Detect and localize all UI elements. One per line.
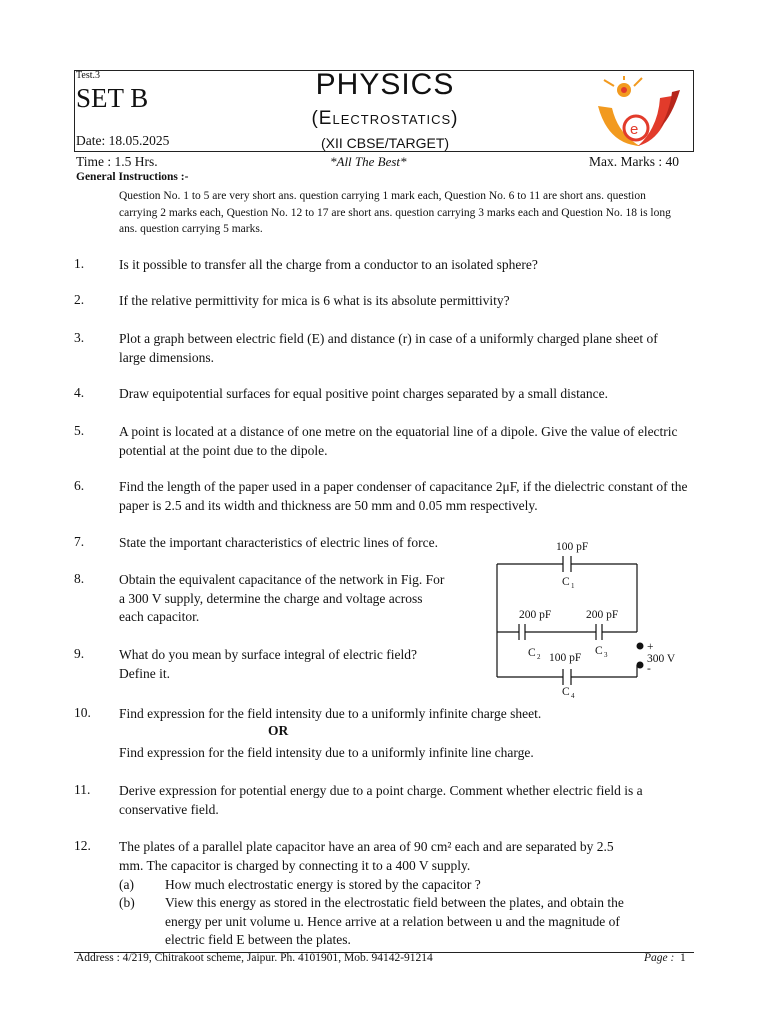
question-text: What do you mean by surface integral of electric field? Define it. [119,647,417,681]
sub-part-text: View this energy as stored in the electrostatic field between the plates, and obtain the energy per unit volume u. Hence arrive at a relation between u and the magnitude of electric field E between the plates. [165,895,624,947]
question-alt-text: Find expression for the field intensity due to a uniformly infinite line charge. [119,745,534,760]
question-number: 5. [74,423,85,438]
question-number: 10. [74,705,91,720]
page-number: 1 [680,952,686,964]
question-text: If the relative permittivity for mica is 6 what is its absolute permittivity? [119,293,510,308]
question-text: Derive expression for potential energy due to a point charge. Comment whether electric field is a conservative field. [119,783,643,817]
question-text: Obtain the equivalent capacitance of the network in Fig. For a 300 V supply, determine the charge and voltage across each capacitor. [119,572,445,624]
sub-part-text: How much electrostatic energy is stored by the capacitor ? [165,877,481,892]
c1-sub: 1 [571,582,575,590]
c1-value: 100 pF [556,541,589,553]
supply-voltage: 300 V [647,653,676,665]
svg-text:e: e [630,121,639,138]
question-text: The plates of a parallel plate capacitor have an area of 90 cm² each and are separated by 2.5 mm. The capacitor is charged by connecting it to a 400 V supply. [119,839,614,873]
page-label: Page : [644,952,675,964]
question-text: Find expression for the field intensity due to a uniformly infinite charge sheet. [119,706,542,721]
test-label: Test.3 [76,70,101,81]
question-number: 9. [74,646,85,661]
question-text: Is it possible to transfer all the charge from a conductor to an isolated sphere? [119,257,538,272]
max-marks: Max. Marks : 40 [589,154,679,169]
question-text: Plot a graph between electric field (E) and distance (r) in case of a uniformly charged plane sheet of large dimensions. [119,331,658,365]
chapter-subtitle: (Electrostatics) [311,108,459,129]
set-label: SET B [76,83,149,113]
question-text: A point is located at a distance of one metre on the equatorial line of a dipole. Give the value of electric potential at the point due to the dipole. [119,424,678,458]
c1-label: C [562,576,570,588]
c3-label: C [595,645,603,657]
supply-plus: + [647,641,654,653]
question-number: 11. [74,782,91,797]
question-number: 6. [74,478,85,493]
sub-part-label: (a) [119,877,134,892]
question-text: State the important characteristics of electric lines of force. [119,535,438,550]
question-number: 1. [74,256,85,271]
c4-value: 100 pF [549,652,582,664]
supply-minus: - [647,663,651,675]
question-number: 2. [74,292,85,307]
or-separator: OR [268,723,289,738]
wish-text: *All The Best* [330,154,407,169]
footer-address: Address : 4/219, Chitrakoot scheme, Jaipur. Ph. 4101901, Mob. 94142-91214 [76,952,433,964]
institute-logo [588,76,684,150]
subject-title: PHYSICS [315,68,455,101]
question-number: 12. [74,838,91,853]
c2-sub: 2 [537,653,541,661]
question-number: 7. [74,534,85,549]
c4-sub: 4 [571,692,575,700]
sub-part-label: (b) [119,895,135,910]
question-number: 8. [74,571,85,586]
question-text: Draw equipotential surfaces for equal positive point charges separated by a small distance. [119,386,608,401]
instructions-text: Question No. 1 to 5 are very short ans. question carrying 1 mark each, Question No. 6 to 11 are short ans. question carrying 2 marks each, Question No. 12 to 17 are short ans. question carrying 3 marks each and Question No. 18 is long ans. question carrying 5 marks. [119,190,671,235]
c4-label: C [562,686,570,698]
question-text: Find the length of the paper used in a paper condenser of capacitance 2μF, if the dielectric constant of the paper is 2.5 and its width and thickness are 50 mm and 0.05 mm respectively. [119,479,688,513]
course-label: (XII CBSE/TARGET) [320,135,450,151]
question-number: 4. [74,385,85,400]
time-label: Time : 1.5 Hrs. [76,154,158,169]
capacitor-network-diagram [485,535,676,705]
instructions-title: General Instructions :- [76,171,189,183]
c2-label: C [528,647,536,659]
c3-sub: 3 [604,651,608,659]
question-number: 3. [74,330,85,345]
c2-value: 200 pF [519,609,552,621]
exam-date: Date: 18.05.2025 [76,133,170,148]
c3-value: 200 pF [586,609,619,621]
